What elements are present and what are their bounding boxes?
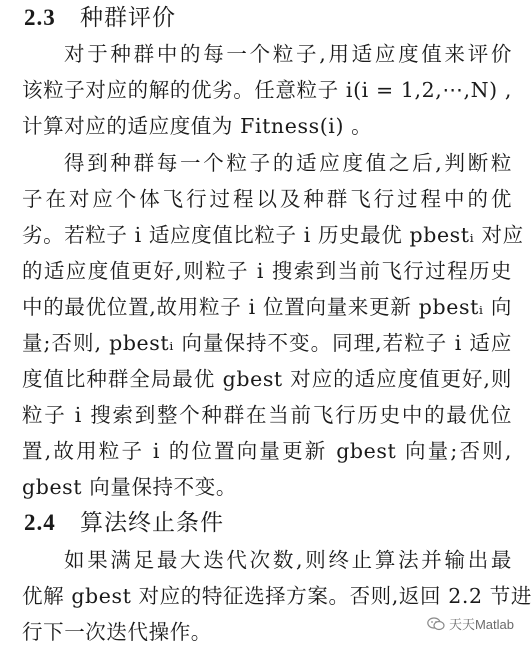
paragraph-line: 子在对应个体飞行过程以及种群飞行过程中的优 bbox=[22, 187, 512, 211]
section-title: 种群评价 bbox=[80, 5, 176, 31]
paragraph-line: 置,故用粒子 i 的位置向量更新 gbest 向量;否则, bbox=[22, 439, 512, 463]
paragraph-line: 对于种群中的每一个粒子,用适应度值来评价 bbox=[64, 42, 512, 66]
section-number: 2.4 bbox=[24, 510, 56, 535]
section-number: 2.3 bbox=[24, 5, 56, 30]
section-heading-2-3 bbox=[24, 2, 176, 34]
wechat-icon bbox=[427, 617, 445, 631]
watermark-text: 天天Matlab bbox=[448, 617, 514, 632]
paragraph-line: 优解 gbest 对应的特征选择方案。否则,返回 2.2 节进 bbox=[22, 584, 532, 608]
paragraph-line: 行下一次迭代操作。 bbox=[22, 620, 212, 644]
paragraph-line: 度值比种群全局最优 gbest 对应的适应度值更好,则 bbox=[22, 367, 512, 391]
paragraph-line: 劣。若粒子 i 适应度值比粒子 i 历史最优 pbestᵢ 对应 bbox=[22, 223, 524, 247]
section-title: 算法终止条件 bbox=[80, 510, 224, 536]
paragraph-line: 如果满足最大迭代次数,则终止算法并输出最 bbox=[64, 548, 512, 572]
paragraph-line: 量;否则, pbestᵢ 向量保持不变。同理,若粒子 i 适应 bbox=[22, 331, 512, 355]
paragraph-line: 粒子 i 搜索到整个种群在当前飞行历史中的最优位 bbox=[22, 403, 512, 427]
watermark bbox=[427, 614, 514, 633]
paragraph-line: 该粒子对应的解的优劣。任意粒子 i(i = 1,2,⋯,N) , bbox=[22, 78, 512, 102]
paragraph-line: 计算对应的适应度值为 Fitness(i) 。 bbox=[22, 114, 373, 138]
paragraph-line: 中的最优位置,故用粒子 i 位置向量来更新 pbestᵢ 向 bbox=[22, 295, 512, 319]
section-heading-2-4 bbox=[24, 507, 224, 539]
paragraph-line: 的适应度值更好,则粒子 i 搜索到当前飞行过程历史 bbox=[22, 259, 512, 283]
paragraph-line: gbest 向量保持不变。 bbox=[22, 475, 237, 499]
paragraph-line: 得到种群每一个粒子的适应度值之后,判断粒 bbox=[64, 151, 512, 175]
